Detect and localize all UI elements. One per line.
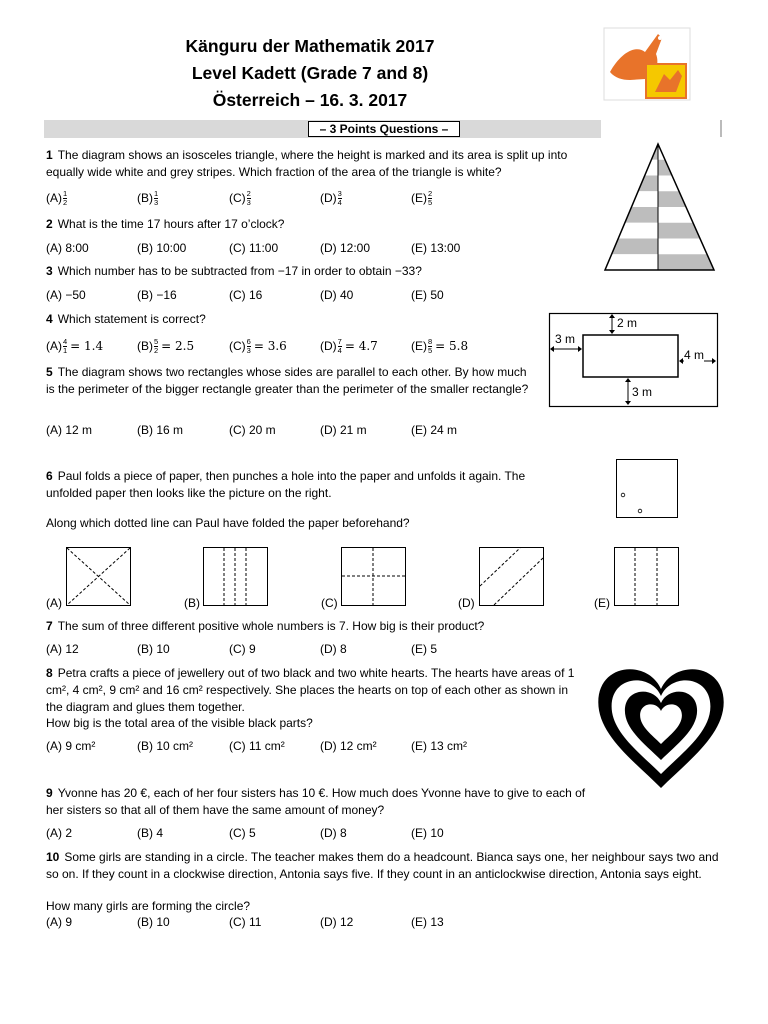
question-text: Yvonne has 20 €, each of her four sisters has 10 €. How much does Yvonne have to give to each of her sisters so that all of them have the same amount of money? [46,786,586,817]
question-text: Which number has to be subtracted from −17 in order to obtain −33? [57,264,422,278]
dim-left-label: 3 m [555,332,576,346]
option-label: (C) [321,596,338,610]
fold-option-e[interactable] [613,546,681,608]
answer-option[interactable]: (A) $\frac{1}{2}$ [46,189,68,208]
question-10-prompt: How many girls are forming the circle? [46,899,251,913]
answer-option[interactable]: (B) 4 [137,826,164,840]
answer-option[interactable]: (D) $\frac{7}{4}$ = 4.7 [320,337,378,356]
answer-option[interactable]: (D) 8 [320,642,347,656]
title-line-1: Känguru der Mathematik 2017 [185,36,435,56]
question-text: Petra crafts a piece of jewellery out of two black and two white hearts. The hearts have areas of 1 cm², 4 cm², 9 cm² and 16 cm² respectively. She places the hearts on top of each other as shown in the diagram and glues them together. [46,666,575,714]
answer-option[interactable]: (E) $\frac{8}{5}$ = 5.8 [411,337,469,356]
answer-option[interactable]: (D) $\frac{3}{4}$ [320,189,342,208]
stripe [600,191,658,207]
answer-option[interactable]: (C) 20 m [229,423,276,437]
option-label: (B) [184,596,200,610]
answer-option[interactable]: (C) 9 [229,642,256,656]
answer-option[interactable]: (B) 10 cm² [137,739,194,753]
answer-option[interactable]: (C) 11 cm² [229,739,285,753]
answer-option[interactable]: (E) 13:00 [411,241,461,255]
nested-hearts-figure [596,660,726,790]
answer-option[interactable]: (D) 12:00 [320,241,371,255]
answer-option[interactable]: (B) 10 [137,642,170,656]
question-10 [46,849,726,883]
answer-option[interactable]: (D) 12 [320,915,354,929]
answer-option[interactable]: (E) 24 m [411,423,458,437]
answer-option[interactable]: (A) 12 m [46,423,93,437]
striped-triangle-figure [600,142,720,272]
dim-right-label: 4 m [684,348,705,362]
fold-option-d[interactable] [478,546,546,608]
answer-option[interactable]: (A) $\frac{4}{1}$ = 1.4 [46,337,104,356]
stripe [600,239,658,255]
answer-option[interactable]: (D) 12 cm² [320,739,377,753]
question-7 [46,618,591,635]
answer-option[interactable]: (B) $\frac{1}{3}$ [137,189,159,208]
page-title [130,33,490,114]
dim-bottom-label: 3 m [632,385,653,399]
fold-option-b[interactable] [202,546,270,608]
answer-option[interactable]: (E) 13 cm² [411,739,468,753]
question-number: 7 [46,619,53,633]
answer-option[interactable]: (C) $\frac{6}{3}$ = 3.6 [229,337,287,356]
stripe [658,191,718,207]
stripe [658,144,718,160]
stripe [658,176,718,192]
question-2 [46,216,591,233]
question-text: The sum of three different positive whole numbers is 7. How big is their product? [57,619,485,633]
question-number: 10 [46,850,60,864]
question-number: 6 [46,469,53,483]
stripe [658,160,718,176]
answer-option[interactable]: (A) 9 [46,915,73,929]
answer-option[interactable]: (C) 16 [229,288,263,302]
question-6 [46,468,556,502]
question-8 [46,665,576,716]
answer-option[interactable]: (B) 16 m [137,423,184,437]
question-number: 8 [46,666,53,680]
answer-option[interactable]: (A) −50 [46,288,86,302]
answer-option[interactable]: (B) 10 [137,915,170,929]
answer-option[interactable]: (B) $\frac{5}{2}$ = 2.5 [137,337,195,356]
dim-top-label: 2 m [617,316,638,330]
question-number: 1 [46,148,53,162]
stripe [658,254,718,270]
question-number: 2 [46,217,53,231]
question-8-prompt: How big is the total area of the visible black parts? [46,716,313,730]
answer-option[interactable]: (A) 2 [46,826,73,840]
divider [720,120,722,137]
question-text: Some girls are standing in a circle. The teacher makes them do a headcount. Bianca says one, her neighbour says two and so on. If they count in a clockwise direction, Antonia says five. If they count in an anticlockwise direction, Antonia says eight. [46,850,719,881]
answer-option[interactable]: (E) 50 [411,288,444,302]
question-text: What is the time 17 hours after 17 o’clock? [57,217,285,231]
stripe [658,207,718,223]
stripe [600,144,658,160]
question-number: 9 [46,786,53,800]
question-1 [46,147,591,181]
question-3 [46,263,591,280]
option-label: (E) [594,596,610,610]
answer-option[interactable]: (A) 8:00 [46,241,89,255]
answer-option[interactable]: (C) $\frac{2}{3}$ [229,189,251,208]
question-text: The diagram shows two rectangles whose sides are parallel to each other. By how much is the perimeter of the bigger rectangle greater than the perimeter of the smaller rectangle? [46,365,529,396]
title-line-2: Level Kadett (Grade 7 and 8) [191,63,429,83]
stripe [600,160,658,176]
answer-option[interactable]: (E) 5 [411,642,438,656]
answer-option[interactable]: (D) 8 [320,826,347,840]
question-text: Which statement is correct? [57,312,206,326]
kangaroo-logo-icon [600,24,692,104]
answer-option[interactable]: (B) 10:00 [137,241,187,255]
answer-option[interactable]: (E) 10 [411,826,444,840]
option-label: (D) [458,596,475,610]
question-number: 4 [46,312,53,326]
question-6-prompt: Along which dotted line can Paul have folded the paper beforehand? [46,516,410,530]
answer-option[interactable]: (A) 9 cm² [46,739,96,753]
answer-option[interactable]: (E) 13 [411,915,444,929]
fold-option-a[interactable] [65,546,133,608]
answer-option[interactable]: (D) 21 m [320,423,367,437]
question-9 [46,785,591,819]
stripe [600,176,658,192]
stripe [658,223,718,239]
stripe [600,223,658,239]
answer-option[interactable]: (B) −16 [137,288,177,302]
answer-option[interactable]: (C) 11:00 [229,241,279,255]
punched-paper-figure [614,457,680,521]
answer-option[interactable]: (A) 12 [46,642,79,656]
question-text: Paul folds a piece of paper, then punches a hole into the paper and unfolds it again. The unfolded paper then looks like the picture on the right. [46,469,526,500]
answer-option[interactable]: (E) $\frac{2}{5}$ [411,189,433,208]
option-label: (A) [46,596,62,610]
question-number: 5 [46,365,53,379]
question-number: 3 [46,264,53,278]
stripe [658,239,718,255]
fold-option-c[interactable] [340,546,408,608]
answer-option[interactable]: (C) 11 [229,915,262,929]
title-line-3: Österreich – 16. 3. 2017 [212,90,408,110]
question-5 [46,364,536,398]
question-4 [46,311,591,328]
question-text: The diagram shows an isosceles triangle, where the height is marked and its area is split up into equally wide white and grey stripes. Which fraction of the area of the triangle is white? [46,148,568,179]
section-label: – 3 Points Questions – [308,121,460,137]
answer-option[interactable]: (C) 5 [229,826,256,840]
answer-option[interactable]: (D) 40 [320,288,354,302]
